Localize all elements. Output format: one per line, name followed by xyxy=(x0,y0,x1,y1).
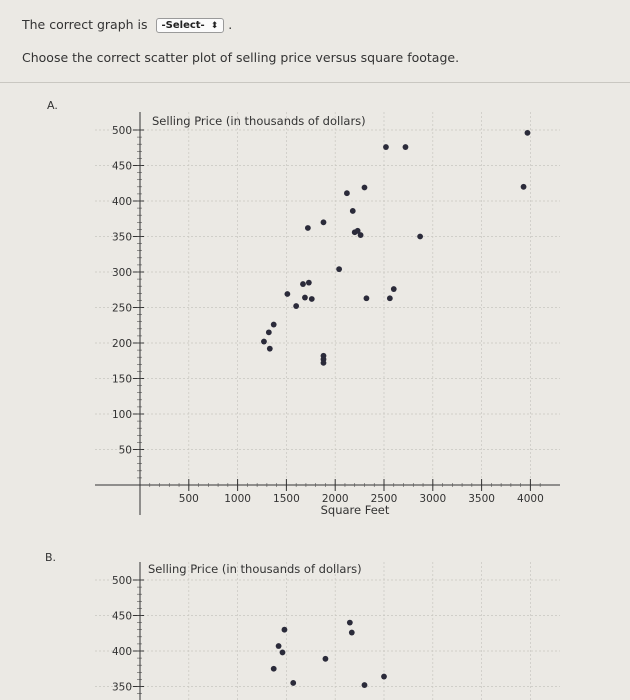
x-tick-label: 500 xyxy=(178,493,199,505)
data-point xyxy=(362,682,368,688)
data-point xyxy=(362,185,368,191)
data-point xyxy=(309,296,315,302)
x-tick-label: 1000 xyxy=(224,493,251,505)
y-tick-label: 400 xyxy=(111,646,132,658)
x-tick-label: 1500 xyxy=(273,493,300,505)
data-point xyxy=(350,208,356,214)
data-point xyxy=(321,219,327,225)
prompt-suffix: . xyxy=(228,17,233,32)
y-tick-label: 500 xyxy=(111,125,132,137)
data-point xyxy=(280,650,286,656)
y-tick-label: 100 xyxy=(111,409,132,421)
data-point xyxy=(344,190,350,196)
select-value: -Select- xyxy=(161,20,205,31)
scatter-plot-a xyxy=(95,112,560,517)
option-a-label[interactable]: A. xyxy=(47,99,58,112)
data-point xyxy=(271,322,277,328)
data-point xyxy=(306,280,312,286)
data-point xyxy=(381,674,387,680)
data-point xyxy=(290,680,296,686)
y-tick-label: 150 xyxy=(111,373,132,386)
y-tick-label: 350 xyxy=(111,681,132,694)
prompt-prefix: The correct graph is xyxy=(22,17,148,32)
y-tick-label: 50 xyxy=(118,444,132,457)
data-point xyxy=(391,286,397,292)
select-arrows-icon: ⬍ xyxy=(210,21,219,31)
x-tick-label: 2000 xyxy=(321,493,349,505)
data-point xyxy=(417,234,423,240)
data-point xyxy=(383,144,389,150)
data-point xyxy=(276,643,282,649)
data-point xyxy=(403,144,409,150)
data-point xyxy=(336,266,342,272)
y-tick-label: 500 xyxy=(111,575,132,587)
data-point xyxy=(266,329,272,335)
y-tick-label: 200 xyxy=(111,338,132,350)
x-tick-label: 3500 xyxy=(468,493,495,505)
data-point xyxy=(305,225,311,231)
data-point xyxy=(347,620,353,626)
data-point xyxy=(271,666,277,672)
data-point xyxy=(521,184,527,190)
data-point xyxy=(387,295,393,301)
option-b-label[interactable]: B. xyxy=(45,551,57,564)
instruction-text: Choose the correct scatter plot of selling price versus square footage. xyxy=(22,50,460,65)
data-point xyxy=(267,346,273,352)
y-tick-label: 450 xyxy=(111,610,132,623)
y-tick-label: 450 xyxy=(111,160,132,173)
data-point xyxy=(261,339,267,345)
chart-title: Selling Price (in thousands of dollars) xyxy=(152,114,366,128)
data-point xyxy=(525,130,531,136)
x-tick-label: 2500 xyxy=(370,493,398,505)
y-tick-label: 300 xyxy=(111,267,132,279)
data-point xyxy=(358,232,364,238)
data-point xyxy=(293,303,299,309)
data-point xyxy=(282,627,288,633)
chart-title: Selling Price (in thousands of dollars) xyxy=(148,562,362,576)
scatter-plot-b xyxy=(95,562,560,700)
data-point xyxy=(284,291,290,297)
data-point xyxy=(323,656,329,662)
data-point xyxy=(364,295,370,301)
data-point xyxy=(321,360,327,366)
y-tick-label: 350 xyxy=(111,231,132,244)
x-tick-label: 4000 xyxy=(517,493,544,505)
x-tick-label: 3000 xyxy=(419,493,447,505)
y-tick-label: 250 xyxy=(111,302,132,315)
data-point xyxy=(349,630,355,636)
y-tick-label: 400 xyxy=(111,196,132,208)
x-axis-title: Square Feet xyxy=(320,503,390,517)
data-point xyxy=(300,281,306,287)
data-point xyxy=(302,295,308,301)
